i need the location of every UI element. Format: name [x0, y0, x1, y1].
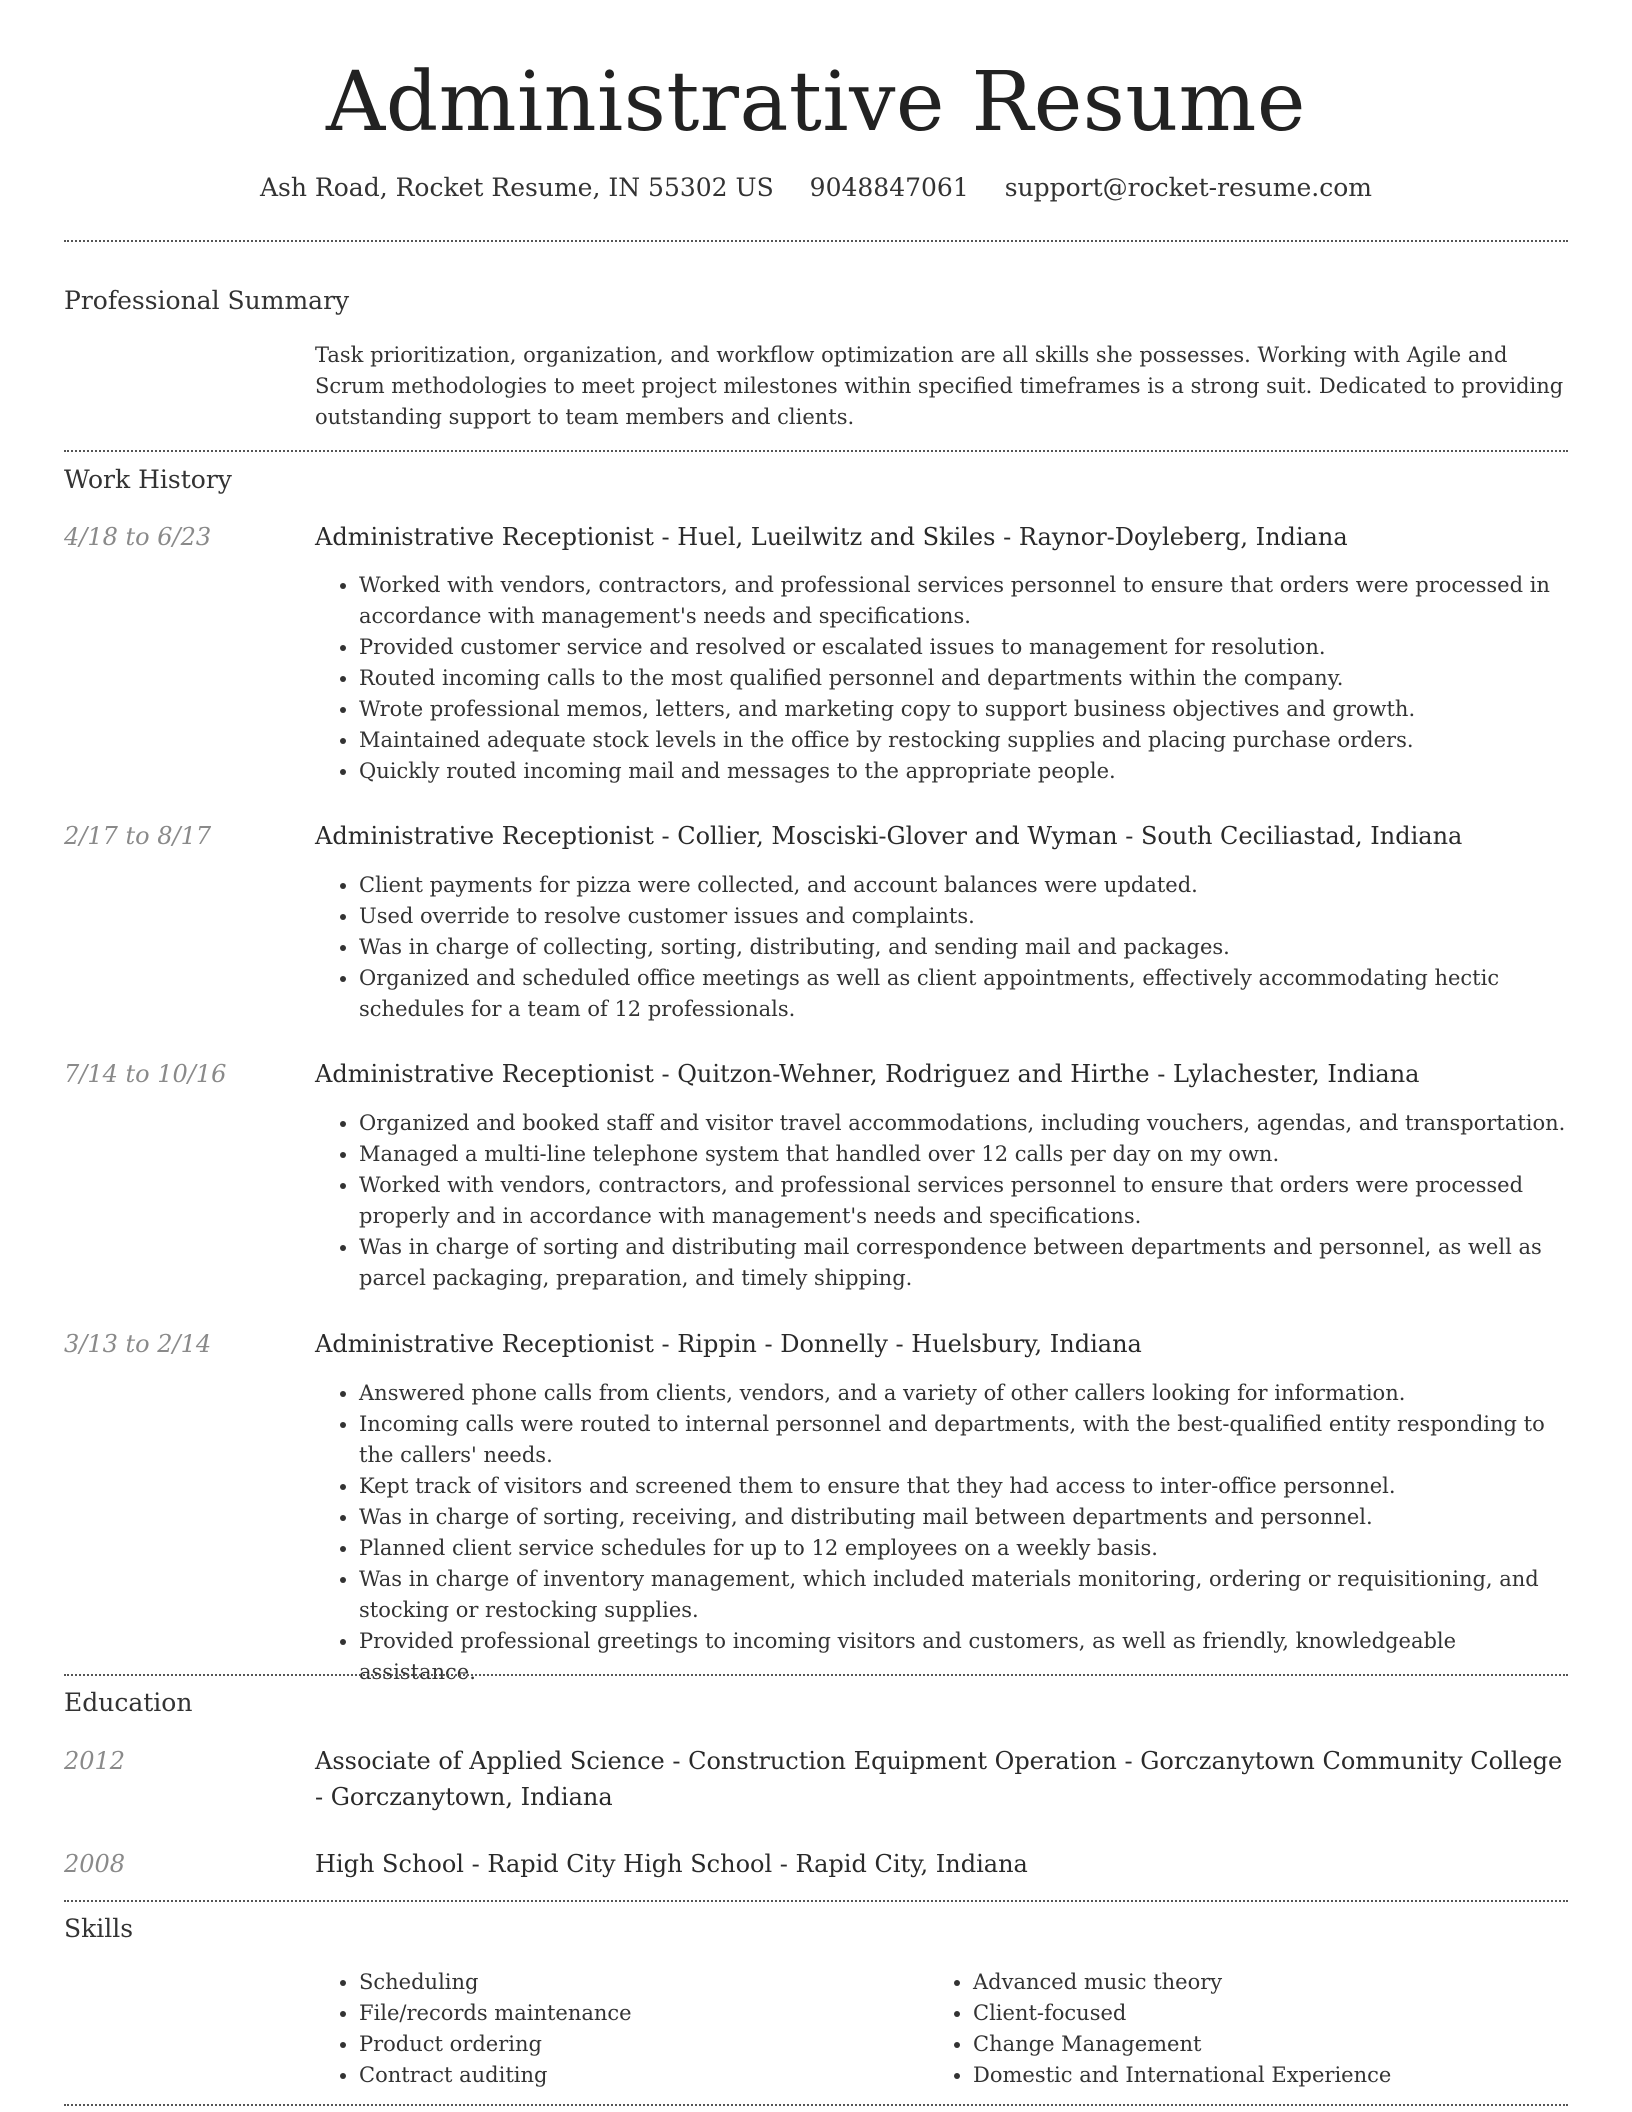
job-bullet: • Quickly routed incoming mail and messages to the appropriate people.	[359, 756, 1568, 787]
contact-address: Ash Road, Rocket Resume, IN 55302 US	[259, 173, 774, 202]
skills-heading: Skills	[64, 1914, 134, 1943]
divider	[64, 450, 1568, 452]
resume-title: Administrative Resume	[326, 55, 1306, 150]
summary-text: Task prioritization, organization, and workflow optimization are all skills she possesses. Working with Agile and Scrum methodologies to meet project milestones within specified timeframes is a strong suit. Dedicated to providing outstanding support to team members and clients.	[315, 343, 1564, 429]
skill-item: • Client-focused	[973, 1998, 1593, 2029]
job-title: Administrative Receptionist - Collier, Mosciski-Glover and Wyman - South Ceciliastad, Indiana	[315, 822, 1463, 850]
education-heading: Education	[64, 1688, 193, 1717]
job-bullet: • Used override to resolve customer issues and complaints.	[359, 901, 1568, 932]
job-bullet: • Kept track of visitors and screened them to ensure that they had access to inter-office personnel.	[359, 1471, 1568, 1502]
job-bullet: • Maintained adequate stock levels in the office by restocking supplies and placing purchase orders.	[359, 725, 1568, 756]
job-bullet: • Wrote professional memos, letters, and marketing copy to support business objectives and growth.	[359, 694, 1568, 725]
job-dates: 3/13 to 2/14	[64, 1330, 212, 1358]
job-dates: 2/17 to 8/17	[64, 822, 212, 850]
job-bullet: • Managed a multi-line telephone system that handled over 12 calls per day on my own.	[359, 1139, 1568, 1170]
divider	[64, 1900, 1568, 1902]
job-bullet: • Incoming calls were routed to internal personnel and departments, with the best-qualified entity responding to the callers' needs.	[359, 1409, 1568, 1471]
job-bullet: • Client payments for pizza were collected, and account balances were updated.	[359, 870, 1568, 901]
skills-list-left	[315, 1967, 959, 2091]
summary-heading: Professional Summary	[64, 286, 350, 315]
divider	[64, 1674, 1568, 1676]
job-dates: 7/14 to 10/16	[64, 1060, 227, 1088]
divider	[64, 240, 1568, 242]
divider	[64, 2104, 1568, 2106]
job-bullet: • Was in charge of sorting, receiving, and distributing mail between departments and personnel.	[359, 1502, 1568, 1533]
education-year: 2008	[64, 1850, 126, 1878]
job-bullet: • Organized and scheduled office meetings as well as client appointments, effectively accommodating hectic schedules for a team of 12 professionals.	[359, 963, 1568, 1025]
job-bullet: • Organized and booked staff and visitor travel accommodations, including vouchers, agendas, and transportation.	[359, 1108, 1568, 1139]
job-bullet: • Routed incoming calls to the most qualified personnel and departments within the company.	[359, 663, 1568, 694]
contact-line	[0, 166, 1632, 210]
job-bullet: • Planned client service schedules for up to 12 employees on a weekly basis.	[359, 1533, 1568, 1564]
job-bullet: • Worked with vendors, contractors, and professional services personnel to ensure that orders were processed in accordance with management's needs and specifications.	[359, 570, 1568, 632]
skills-list-right	[929, 1967, 1593, 2091]
job-bullet: • Provided professional greetings to incoming visitors and customers, as well as friendly, knowledgeable assistance.	[359, 1626, 1568, 1688]
job-bullet: • Provided customer service and resolved or escalated issues to management for resolution.	[359, 632, 1568, 663]
skill-item: • Product ordering	[359, 2029, 959, 2060]
contact-phone: 9048847061	[809, 173, 969, 202]
work-history-heading: Work History	[64, 465, 232, 494]
job-bullets	[315, 1378, 1568, 1688]
job-title: Administrative Receptionist - Huel, Lueilwitz and Skiles - Raynor-Doyleberg, Indiana	[315, 523, 1348, 551]
education-title: Associate of Applied Science - Construction Equipment Operation - Gorczanytown Community College - Gorczanytown, Indiana	[315, 1747, 1563, 1811]
job-bullets	[315, 1108, 1568, 1294]
skill-item: • Scheduling	[359, 1967, 959, 1998]
education-title: High School - Rapid City High School - Rapid City, Indiana	[315, 1850, 1028, 1878]
skill-item: • Advanced music theory	[973, 1967, 1593, 1998]
contact-email: support@rocket-resume.com	[1004, 173, 1372, 202]
skill-item: • File/records maintenance	[359, 1998, 959, 2029]
job-bullet: • Worked with vendors, contractors, and professional services personnel to ensure that orders were processed properly and in accordance with management's needs and specifications.	[359, 1170, 1568, 1232]
job-bullets	[315, 570, 1568, 787]
job-bullet: • Was in charge of sorting and distributing mail correspondence between departments and personnel, as well as parcel packaging, preparation, and timely shipping.	[359, 1232, 1568, 1294]
job-bullet: • Was in charge of inventory management, which included materials monitoring, ordering or requisitioning, and stocking or restocking supplies.	[359, 1564, 1568, 1626]
job-bullet: • Was in charge of collecting, sorting, distributing, and sending mail and packages.	[359, 932, 1568, 963]
job-bullets	[315, 870, 1568, 1025]
skill-item: • Contract auditing	[359, 2060, 959, 2091]
skill-item: • Domestic and International Experience	[973, 2060, 1593, 2091]
job-dates: 4/18 to 6/23	[64, 523, 212, 551]
job-title: Administrative Receptionist - Rippin - Donnelly - Huelsbury, Indiana	[315, 1330, 1142, 1358]
skill-item: • Change Management	[973, 2029, 1593, 2060]
education-year: 2012	[64, 1747, 126, 1775]
job-title: Administrative Receptionist - Quitzon-Wehner, Rodriguez and Hirthe - Lylachester, Indiana	[315, 1060, 1420, 1088]
job-bullet: • Answered phone calls from clients, vendors, and a variety of other callers looking for information.	[359, 1378, 1568, 1409]
